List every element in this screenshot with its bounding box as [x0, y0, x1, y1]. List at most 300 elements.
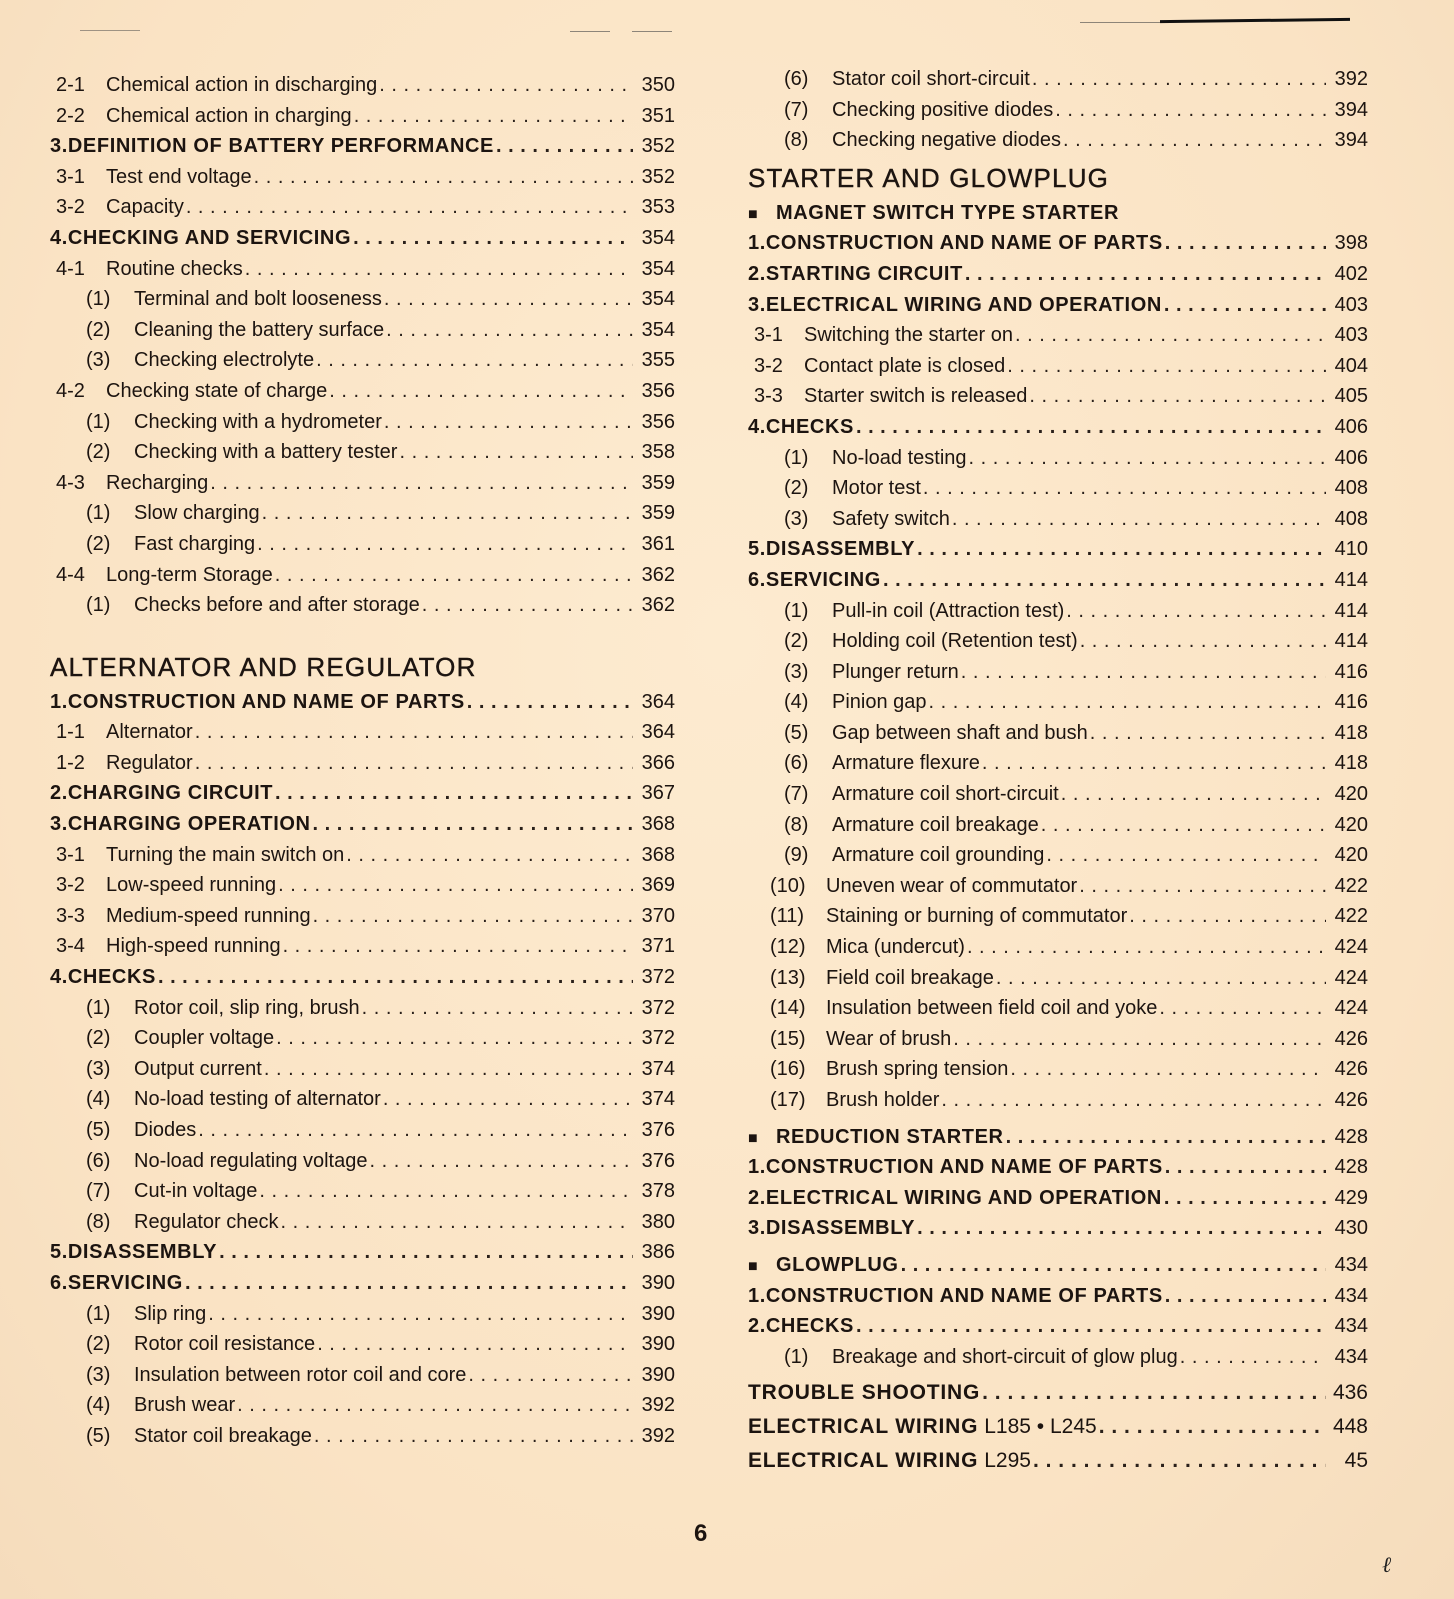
entry-number: (2) — [86, 1333, 111, 1356]
entry-label: CHECKING AND SERVICING — [67, 226, 352, 249]
toc-entry[interactable] — [748, 932, 1368, 963]
dot-leader — [941, 1085, 1326, 1116]
dot-leader — [362, 993, 633, 1024]
toc-alternator-entries — [50, 687, 675, 1452]
entry-label: Regulator — [106, 751, 193, 774]
entry-number: 4-1 — [56, 257, 85, 280]
entry-page-number: 428 — [1334, 1125, 1368, 1148]
dot-leader — [1066, 596, 1326, 627]
toc-entry[interactable] — [748, 381, 1368, 412]
toc-entry[interactable] — [50, 131, 675, 162]
toc-left-column — [50, 70, 675, 1452]
entry-number: 3-3 — [56, 904, 85, 927]
entry-page-number: 394 — [1334, 129, 1368, 152]
toc-entry[interactable] — [748, 351, 1368, 382]
entry-number: 1. — [748, 1284, 766, 1307]
entry-label: Checking positive diodes — [832, 98, 1054, 121]
bullet-square-icon: ■ — [748, 1129, 759, 1147]
toc-entry[interactable] — [748, 504, 1368, 535]
dot-leader — [1046, 840, 1326, 871]
toc-entry[interactable] — [748, 473, 1368, 504]
toc-entry[interactable] — [748, 443, 1368, 474]
dot-leader — [953, 1024, 1326, 1055]
entry-page-number: 418 — [1334, 721, 1368, 744]
toc-entry[interactable] — [50, 778, 675, 809]
dot-leader — [1015, 320, 1326, 351]
toc-entry[interactable] — [50, 1237, 675, 1268]
entry-number: (14) — [770, 997, 806, 1020]
entry-number: 3-2 — [56, 196, 85, 219]
entry-label: No-load regulating voltage — [134, 1149, 368, 1172]
scan-mark — [1080, 22, 1160, 23]
entry-label: Mica (undercut) — [826, 936, 965, 959]
dot-leader — [982, 748, 1326, 779]
toc-entry[interactable] — [50, 840, 675, 871]
toc-entry[interactable] — [50, 315, 675, 346]
entry-page-number: 434 — [1334, 1253, 1368, 1276]
entry-number: (3) — [784, 507, 809, 530]
handwritten-margin-mark: ℓ — [1382, 1553, 1392, 1578]
dot-leader — [186, 192, 633, 223]
entry-page-number: 356 — [641, 410, 675, 433]
entry-label: ELECTRICAL WIRING AND OPERATION — [765, 293, 1162, 316]
entry-page-number: 426 — [1334, 1027, 1368, 1050]
entry-label: TROUBLE SHOOTING — [748, 1381, 981, 1405]
entry-number: (5) — [86, 1424, 111, 1447]
toc-entry[interactable] — [748, 1444, 1368, 1478]
entry-number: 3. — [50, 813, 68, 836]
toc-entry[interactable] — [50, 1023, 675, 1054]
toc-entry[interactable] — [50, 993, 675, 1024]
toc-entry[interactable] — [748, 1085, 1368, 1116]
page-number: 6 — [694, 1520, 708, 1547]
entry-page-number: 420 — [1334, 813, 1368, 836]
dot-leader — [917, 1213, 1326, 1244]
dot-leader — [917, 534, 1326, 565]
entry-label: Capacity — [106, 196, 184, 219]
entry-page-number: 394 — [1334, 98, 1368, 121]
toc-entry[interactable] — [50, 717, 675, 748]
entry-page-number: 408 — [1334, 507, 1368, 530]
entry-number: (15) — [770, 1027, 806, 1050]
toc-entry[interactable] — [50, 1390, 675, 1421]
entry-number: (6) — [86, 1149, 111, 1172]
dot-leader — [185, 1268, 633, 1299]
entry-number: (13) — [770, 966, 806, 989]
toc-entry[interactable] — [748, 565, 1368, 596]
dot-leader — [313, 809, 633, 840]
dot-leader — [422, 590, 633, 621]
entry-number: (7) — [86, 1180, 111, 1203]
entry-number: 2-1 — [56, 74, 85, 96]
dot-leader — [496, 131, 633, 162]
entry-number: (8) — [784, 129, 809, 152]
entry-label: DISASSEMBLY — [67, 1241, 218, 1264]
toc-entry[interactable] — [748, 993, 1368, 1024]
entry-page-number: 426 — [1334, 1089, 1368, 1111]
entry-number: (3) — [86, 1057, 111, 1080]
scan-mark — [632, 31, 672, 32]
entry-label: Checking with a battery tester — [134, 441, 398, 464]
dot-leader — [1099, 1410, 1326, 1444]
entry-label: Checking with a hydrometer — [134, 410, 382, 433]
entry-label: Diodes — [134, 1119, 197, 1141]
entry-label: Rotor coil resistance — [134, 1333, 316, 1356]
entry-number: (7) — [784, 98, 809, 121]
entry-label: Checking state of charge — [106, 379, 328, 402]
toc-entry[interactable] — [748, 1281, 1368, 1312]
dot-leader — [317, 1329, 633, 1360]
entry-page-number: 390 — [641, 1333, 675, 1356]
toc-entry[interactable] — [748, 687, 1368, 718]
toc-entry[interactable] — [748, 1376, 1368, 1410]
dot-leader — [245, 254, 633, 285]
dot-leader — [313, 901, 633, 932]
entry-page-number: 424 — [1334, 966, 1368, 989]
entry-number: (2) — [784, 630, 809, 653]
dot-leader — [1079, 871, 1326, 902]
entry-page-number: 418 — [1334, 752, 1368, 775]
toc-entry[interactable] — [50, 1146, 675, 1177]
dot-leader — [969, 443, 1326, 474]
entry-number: (3) — [784, 660, 809, 683]
toc-entry[interactable] — [748, 748, 1368, 779]
toc-entry[interactable] — [748, 1410, 1368, 1444]
entry-page-number: 434 — [1334, 1315, 1368, 1338]
toc-entry[interactable] — [50, 345, 675, 376]
entry-page-number: 372 — [641, 1027, 675, 1050]
dot-leader — [370, 1146, 634, 1177]
toc-entry[interactable] — [748, 1152, 1368, 1183]
dot-leader — [275, 560, 633, 591]
toc-entry[interactable] — [748, 64, 1368, 95]
entry-number: 1. — [50, 690, 68, 713]
spacer — [50, 621, 675, 647]
entry-label: Stator coil breakage — [134, 1424, 312, 1447]
dot-leader — [856, 412, 1326, 443]
toc-entry[interactable] — [748, 963, 1368, 994]
entry-number: 3-1 — [56, 843, 85, 866]
entry-page-number: 367 — [641, 782, 675, 805]
dot-leader — [198, 1115, 633, 1146]
toc-entry[interactable] — [50, 1329, 675, 1360]
entry-label: ELECTRICAL WIRING — [748, 1449, 979, 1473]
toc-entry[interactable] — [748, 290, 1368, 321]
entry-label: CHARGING CIRCUIT — [67, 782, 274, 805]
toc-entry[interactable] — [50, 1421, 675, 1452]
toc-entry[interactable] — [748, 320, 1368, 351]
entry-number: (2) — [86, 532, 111, 555]
entry-page-number: 45 — [1344, 1449, 1368, 1473]
entry-number: (6) — [784, 68, 809, 90]
toc-entry[interactable] — [50, 1268, 675, 1299]
entry-page-number: 370 — [641, 904, 675, 927]
toc-entry[interactable] — [50, 590, 675, 621]
dot-leader — [923, 473, 1326, 504]
dot-leader — [1165, 1281, 1326, 1312]
toc-entry[interactable] — [748, 1024, 1368, 1055]
rule-line — [1160, 18, 1350, 23]
entry-number: (8) — [86, 1210, 111, 1233]
toc-entry[interactable] — [50, 1207, 675, 1238]
entry-page-number: 392 — [641, 1394, 675, 1417]
toc-entry[interactable] — [50, 70, 675, 101]
toc-entry[interactable] — [748, 779, 1368, 810]
entry-label: SERVICING — [67, 1271, 183, 1294]
toc-entry[interactable] — [50, 1115, 675, 1146]
entry-number: (2) — [86, 318, 111, 341]
dot-leader — [354, 101, 633, 132]
dot-leader — [929, 687, 1326, 718]
entry-label: CHECKS — [765, 415, 854, 438]
entry-page-number: 420 — [1334, 844, 1368, 867]
dot-leader — [346, 840, 633, 871]
entry-label: Cleaning the battery surface — [134, 318, 385, 341]
entry-label: Wear of brush — [826, 1027, 952, 1050]
entry-page-number: 374 — [641, 1088, 675, 1111]
entry-label: Slip ring — [134, 1302, 207, 1325]
entry-number: (5) — [86, 1119, 111, 1141]
entry-number: 3-2 — [754, 354, 783, 377]
entry-label: Stator coil short-circuit — [832, 68, 1030, 90]
dot-leader — [314, 1421, 633, 1452]
entry-label: Motor test — [832, 477, 921, 500]
toc-entry[interactable] — [50, 407, 675, 438]
entry-page-number: 351 — [641, 104, 675, 127]
toc-entry[interactable] — [50, 1360, 675, 1391]
toc-entry[interactable] — [748, 125, 1368, 156]
toc-entry[interactable] — [50, 223, 675, 254]
toc-entry[interactable] — [748, 1250, 1368, 1281]
dot-leader — [1165, 1152, 1326, 1183]
entry-page-number: 405 — [1334, 385, 1368, 408]
toc-entry[interactable] — [50, 254, 675, 285]
entry-number: 1. — [748, 1156, 766, 1179]
dot-leader — [316, 345, 633, 376]
entry-number: 3-4 — [56, 935, 85, 958]
dot-leader — [901, 1250, 1326, 1281]
toc-entry[interactable] — [50, 437, 675, 468]
toc-entry[interactable] — [748, 1183, 1368, 1214]
entry-number: (1) — [784, 446, 809, 469]
entry-number: 2. — [748, 262, 766, 285]
dot-leader — [1129, 901, 1326, 932]
toc-entry[interactable] — [50, 962, 675, 993]
entry-label: Medium-speed running — [106, 904, 311, 927]
entry-number: 5. — [50, 1241, 68, 1264]
toc-entry[interactable] — [748, 1122, 1368, 1153]
dot-leader — [982, 1376, 1326, 1410]
toc-entry[interactable] — [50, 468, 675, 499]
entry-number: 4-4 — [56, 563, 85, 586]
toc-entry[interactable] — [748, 626, 1368, 657]
toc-entry[interactable] — [50, 870, 675, 901]
dot-leader — [158, 962, 633, 993]
entry-label: Brush holder — [826, 1089, 940, 1111]
toc-entry[interactable] — [50, 809, 675, 840]
entry-number: (4) — [86, 1088, 111, 1111]
entry-page-number: 366 — [641, 751, 675, 774]
entry-number: (12) — [770, 936, 806, 959]
entry-number: (5) — [784, 721, 809, 744]
dot-leader — [1006, 1122, 1326, 1153]
entry-page-number: 422 — [1334, 905, 1368, 928]
entry-label: Cut-in voltage — [134, 1180, 258, 1203]
toc-entry[interactable] — [748, 840, 1368, 871]
toc-entry[interactable] — [50, 1054, 675, 1085]
entry-page-number: 371 — [641, 935, 675, 958]
toc-entry[interactable] — [50, 284, 675, 315]
entry-label: Long-term Storage — [106, 563, 273, 586]
entry-number: 2. — [50, 782, 68, 805]
dot-leader — [1010, 1054, 1326, 1085]
entry-page-number: 434 — [1334, 1345, 1368, 1368]
bullet-square-icon: ■ — [748, 205, 759, 223]
dot-leader — [468, 1360, 633, 1391]
dot-leader — [399, 437, 633, 468]
entry-label: Checking electrolyte — [134, 349, 315, 372]
entry-number: (4) — [86, 1394, 111, 1417]
toc-entry[interactable] — [748, 1054, 1368, 1085]
toc-entry[interactable] — [50, 1176, 675, 1207]
toc-entry[interactable] — [748, 810, 1368, 841]
entry-label: Armature coil breakage — [832, 813, 1039, 836]
entry-page-number: 429 — [1334, 1186, 1368, 1209]
dot-leader — [1041, 810, 1326, 841]
entry-number: 6. — [748, 568, 766, 591]
entry-label: Brush spring tension — [826, 1058, 1009, 1081]
entry-number: 1-1 — [56, 721, 85, 744]
toc-entry[interactable] — [50, 901, 675, 932]
toc-entry[interactable] — [50, 687, 675, 718]
dot-leader — [384, 284, 633, 315]
entry-page-number: 414 — [1334, 599, 1368, 622]
entry-page-number: 414 — [1334, 630, 1368, 653]
toc-entry[interactable] — [50, 529, 675, 560]
dot-leader — [1164, 290, 1326, 321]
dot-leader — [208, 1299, 633, 1330]
entry-label: Chemical action in discharging — [106, 74, 378, 96]
toc-entry[interactable] — [50, 560, 675, 591]
entry-page-number: 350 — [641, 74, 675, 96]
toc-entry[interactable] — [748, 259, 1368, 290]
entry-page-number: 424 — [1334, 997, 1368, 1020]
dot-leader — [856, 1311, 1326, 1342]
entry-page-number: 358 — [641, 441, 675, 464]
entry-page-number: 380 — [641, 1210, 675, 1233]
toc-entry[interactable] — [748, 534, 1368, 565]
toc-entry[interactable] — [748, 228, 1368, 259]
entry-page-number: 406 — [1334, 415, 1368, 438]
entry-number: (1) — [86, 594, 111, 617]
dot-leader — [195, 748, 633, 779]
entry-page-number: 368 — [641, 813, 675, 836]
entry-number: 2. — [748, 1186, 766, 1209]
entry-number: (1) — [86, 502, 111, 525]
header-scan-marks — [0, 0, 1454, 50]
toc-entry[interactable] — [748, 412, 1368, 443]
toc-entry[interactable] — [748, 596, 1368, 627]
entry-page-number: 364 — [641, 690, 675, 713]
entry-label: CHECKS — [67, 966, 156, 989]
entry-page-number: 422 — [1334, 874, 1368, 897]
dot-leader — [1090, 718, 1326, 749]
entry-label: Slow charging — [134, 502, 260, 525]
toc-entry[interactable] — [748, 95, 1368, 126]
toc-entry[interactable] — [748, 1213, 1368, 1244]
entry-number: 3-3 — [754, 385, 783, 408]
entry-page-number: 420 — [1334, 783, 1368, 806]
entry-label: Brush wear — [134, 1394, 236, 1417]
toc-entry[interactable] — [748, 1342, 1368, 1373]
entry-page-number: 406 — [1334, 446, 1368, 469]
entry-label: ELECTRICAL WIRING AND OPERATION — [765, 1186, 1162, 1209]
dot-leader — [264, 1054, 633, 1085]
toc-entry[interactable] — [50, 498, 675, 529]
entry-label: Insulation between field coil and yoke — [826, 997, 1158, 1020]
entry-number: (16) — [770, 1058, 806, 1081]
entry-page-number: 374 — [641, 1057, 675, 1080]
toc-entry[interactable] — [50, 1299, 675, 1330]
entry-page-number: 448 — [1332, 1415, 1368, 1439]
toc-entry[interactable] — [50, 748, 675, 779]
dot-leader — [1029, 381, 1326, 412]
toc-entry[interactable] — [50, 192, 675, 223]
toc-reduction-starter-entries — [748, 1122, 1368, 1244]
entry-label: Gap between shaft and bush — [832, 721, 1088, 744]
toc-entry[interactable] — [748, 871, 1368, 902]
entry-number: (8) — [784, 813, 809, 836]
entry-page-number: 434 — [1334, 1284, 1368, 1307]
entry-label: Pull-in coil (Attraction test) — [832, 599, 1065, 622]
entry-label: Chemical action in charging — [106, 104, 352, 127]
entry-number: 2. — [748, 1315, 766, 1338]
toc-entry[interactable] — [748, 901, 1368, 932]
entry-page-number: 403 — [1334, 324, 1368, 347]
entry-page-number: 424 — [1334, 936, 1368, 959]
entry-page-number: 426 — [1334, 1058, 1368, 1081]
entry-label: Uneven wear of commutator — [826, 874, 1078, 897]
toc-entry[interactable] — [748, 657, 1368, 688]
toc-entry[interactable] — [748, 1311, 1368, 1342]
toc-glowplug-entries — [748, 1250, 1368, 1372]
entry-label: DISASSEMBLY — [765, 1217, 916, 1240]
dot-leader — [1159, 993, 1326, 1024]
entry-page-number: 372 — [641, 966, 675, 989]
toc-entry[interactable] — [50, 101, 675, 132]
entry-label: Contact plate is closed — [804, 354, 1006, 377]
toc-entry[interactable] — [50, 162, 675, 193]
toc-entry[interactable] — [748, 718, 1368, 749]
entry-label: Checks before and after storage — [134, 594, 420, 617]
dot-leader — [1080, 626, 1326, 657]
entry-label: Armature coil grounding — [832, 844, 1045, 867]
toc-entry[interactable] — [50, 1084, 675, 1115]
dot-leader — [1180, 1342, 1326, 1373]
dot-leader — [219, 1237, 633, 1268]
entry-number: 4-3 — [56, 471, 85, 494]
entry-page-number: 369 — [641, 874, 675, 897]
dot-leader — [237, 1390, 633, 1421]
entry-label: Recharging — [106, 471, 209, 494]
entry-label: SERVICING — [765, 568, 881, 591]
toc-entry[interactable] — [50, 376, 675, 407]
entry-label: Armature coil short-circuit — [832, 783, 1059, 806]
entry-page-number: 361 — [641, 532, 675, 555]
entry-number: (6) — [784, 752, 809, 775]
toc-entry[interactable] — [50, 931, 675, 962]
entry-page-number: 436 — [1332, 1381, 1368, 1405]
